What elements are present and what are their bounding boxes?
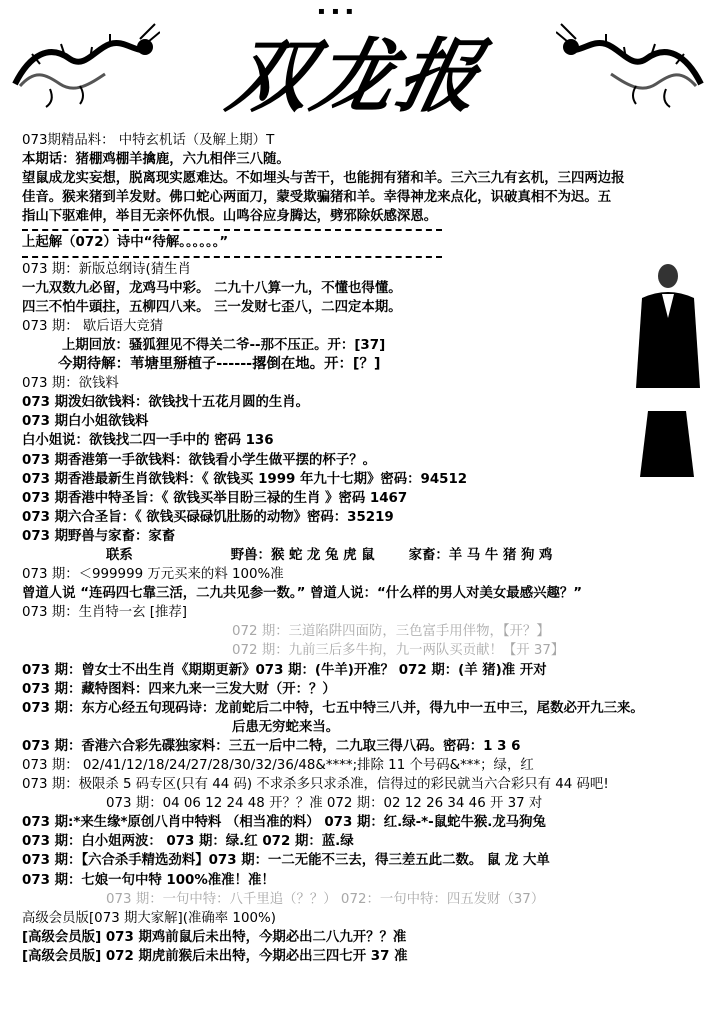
beasts-row <box>22 546 692 565</box>
riddle-heading: 073 期： 歇后语大竞猜 <box>22 318 164 334</box>
beasts-link-label: 联系 <box>106 547 133 563</box>
masthead <box>0 0 716 125</box>
vip-heading: 高级会员版[073 期大家解](准确率 100%) <box>22 910 276 926</box>
riddle-this-issue: 今期待解：苇塘里掰植子------撂倒在地。开：[？] <box>58 356 381 373</box>
paragraph-line-1: 望鼠成龙实妄想，脱离现实愿难达。不如埋头与苦干，也能拥有猪和羊。三六三九有玄机，三四两边报 <box>22 171 625 187</box>
money-heading: 073 期：欲钱料 <box>22 376 119 392</box>
killer-tip-line: 073 期：【六合杀手精选劲料】073 期：一二无能不三去，得三差五此二数。 鼠 龙 大单 <box>22 853 550 869</box>
masthead-dots: ▪ ▪ ▪ <box>318 6 355 17</box>
eight-zodiac-line: 073 期:*来生缘*原创八肖中特料 （相当准的料） 073 期：红.绿-*-鼠蛇牛猴.龙马狗兔 <box>22 815 546 831</box>
poem-heading: 073 期：新版总纲诗(猜生肖 <box>22 261 191 277</box>
zeng-daoren-saying: 曾道人说 “连码四七靠三活，二九共见参一数。” 曾道人说：“什么样的男人对美女最感兴趣？” <box>22 586 583 602</box>
seventh-lady-line: 073 期：七娘一句中特 100%准准！准！ <box>22 872 275 888</box>
money-line-6: 073 期香港中特圣旨：《 欲钱买举目盼三禄的生肖 》密码 1467 <box>22 490 408 506</box>
money-line-3: 白小姐说：欲钱找二四一手中的 密码 136 <box>22 433 274 449</box>
faded-tip-1: 072 期：三道陷阱四面防，三色富手用伴物，【开？】 <box>232 624 550 640</box>
poem-line-1: 一九双数九必留，龙鸡马中彩。 二九十八算一九，不懂也得懂。 <box>22 280 402 296</box>
poem-line-2: 四三不怕牛頭拄，五柳四八来。 三一发财七歪八，二四定本期。 <box>22 299 402 315</box>
left-dragon-icon <box>10 14 160 109</box>
riddle-last-issue: 上期回放：骚狐狸见不得关二爷--那不压正。开：[37] <box>62 337 386 353</box>
right-dragon-icon <box>556 14 706 109</box>
ms-zeng-line: 073 期：曾女士不出生肖《期期更新》073 期：(牛羊)开准？ 072 期：(羊 猪)准 开对 <box>22 662 547 678</box>
issue-header-line: 073期精品料： 中特玄机话（及解上期）T <box>22 133 275 148</box>
eastern-heart-continuation: 后患无穷蛇来当。 <box>232 719 340 735</box>
money-line-7: 073 期六合圣旨：《 欲钱买碌碌饥肚肠的动物》密码：35219 <box>22 509 394 525</box>
faded-one-phrase-line: 073 期：一句中特：八千里追（？？） 072：一句中特：四五发财（37） <box>106 891 545 907</box>
eastern-heart-line: 073 期：东方心经五句现码诗：龙前蛇后二中特，七五中特三八并，得九中一五中三，尾数必开九三来。 <box>22 700 644 716</box>
last-issue-solution: 上起解（072）诗中“待解。。。。。。” <box>22 235 229 251</box>
this-issue-saying: 本期话：猪棚鸡棚羊擒鹿，六九相伴三八随。 <box>22 152 290 168</box>
hidden-chart-line: 073 期：藏特图料：四来九来一三发大财（开：？） <box>22 681 336 697</box>
paragraph-line-3: 指山下驱难伸，举目无亲怀仇恨。山鸣谷应身腾达，劈邪除妖感深恩。 <box>22 209 438 225</box>
money-line-4: 073 期香港第一手欲钱料：欲钱看小学生做平摆的杯子？。 <box>22 452 376 468</box>
wild-beasts: 野兽：猴 蛇 龙 兔 虎 鼠 <box>230 547 375 563</box>
article-body <box>22 131 692 966</box>
hk-exclusive-line: 073 期：香港六合彩先碟独家料：三五一后中二特，二九取三得八码。密码：1 3 6 <box>22 738 521 754</box>
money-line-5: 073 期香港最新生肖欲钱料：《 欲钱买 1999 年九十七期》密码：94512 <box>22 471 468 487</box>
kill-five-line: 073 期：极限杀 5 码专区(只有 44 码) 不求杀多只求杀准，信得过的彩民就当六合彩只有 44 码吧! <box>22 777 609 793</box>
zodiac-heading: 073 期：生肖特一玄 [推荐] <box>22 605 188 621</box>
two-colors-line: 073 期：白小姐两波： 073 期：绿.红 072 期：蓝.绿 <box>22 834 354 850</box>
priced-tip: 073 期：＜999999 万元买来的料 100%准 <box>22 567 284 583</box>
domestic-animals: 家畜：羊 马 牛 猪 狗 鸡 <box>408 547 553 563</box>
money-line-2: 073 期白小姐欲钱料 <box>22 414 149 430</box>
vip-line-1: [高级会员版] 073 期鸡前鼠后未出特，今期必出二八九开？？准 <box>22 929 407 945</box>
paragraph-line-2: 佳音。猴来猪到羊发财。佛口蛇心两面刀，蒙受欺骗猪和羊。幸得神龙来点化，识破真相不为迟。五 <box>22 190 612 206</box>
numbers-line: 073 期： 02/41/12/18/24/27/28/30/32/36/48&****;排除 11 个号码&***；绿，红 <box>22 758 534 773</box>
money-line-1: 073 期泼妇欲钱料：欲钱找十五花月圆的生肖。 <box>22 395 310 411</box>
result-numbers-line: 073 期：04 06 12 24 48 开？？准 072 期：02 12 26 34 46 开 37 对 <box>106 796 543 812</box>
beasts-heading: 073 期野兽与家畜：家畜 <box>22 528 176 544</box>
dashed-divider <box>22 229 442 231</box>
faded-tip-2: 072 期：九前三后多牛拘，九一两队买贡献！【开 37】 <box>232 643 565 659</box>
dashed-divider-2 <box>22 256 442 258</box>
vip-line-2: [高级会员版] 072 期虎前猴后未出特，今期必出三四七开 37 准 <box>22 948 408 964</box>
newspaper-title: 双龙报 <box>220 29 493 123</box>
